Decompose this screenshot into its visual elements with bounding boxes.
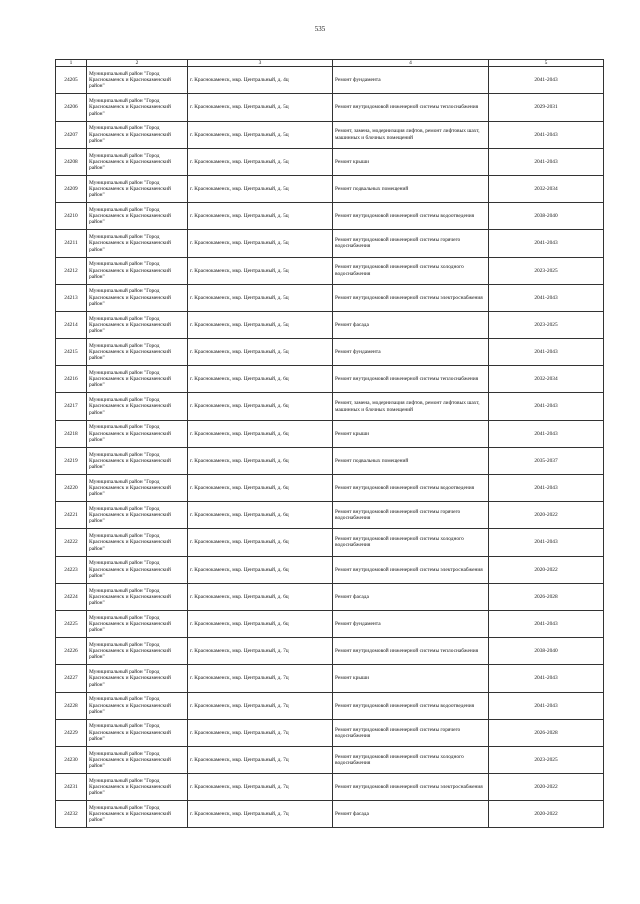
period-cell: 2032-2034 [489,366,604,393]
period-cell: 2026-2028 [489,583,604,610]
row-number-cell: 24223 [56,556,87,583]
header-cell-4: 4 [333,60,489,67]
address-cell: г. Краснокаменск, мкр. Центральный, д. 5ц [188,148,333,175]
work-type-cell: Ремонт внутридомовой инженерной системы холодного водоснабжения [333,529,489,556]
address-cell: г. Краснокаменск, мкр. Центральный, д. 5ц [188,175,333,202]
work-type-cell: Ремонт подвальных помещений [333,175,489,202]
work-type-cell: Ремонт внутридомовой инженерной системы теплоснабжения [333,366,489,393]
period-cell: 2038-2040 [489,638,604,665]
row-number-cell: 24216 [56,366,87,393]
row-number-cell: 24218 [56,420,87,447]
row-number-cell: 24217 [56,393,87,420]
municipality-cell: Муниципальный район "Город Краснокаменск и Краснокаменский район" [87,257,188,284]
work-type-cell: Ремонт, замена, модернизация лифтов, ремонт лифтовых шахт, машинных и блочных помещений [333,393,489,420]
period-cell: 2041-2043 [489,610,604,637]
table-row [56,257,604,284]
work-type-cell: Ремонт внутридомовой инженерной системы электроснабжения [333,284,489,311]
address-cell: г. Краснокаменск, мкр. Центральный, д. 5ц [188,121,333,148]
row-number-cell: 24230 [56,746,87,773]
period-cell: 2023-2025 [489,311,604,338]
address-cell: г. Краснокаменск, мкр. Центральный, д. 6ц [188,475,333,502]
period-cell: 2023-2025 [489,257,604,284]
period-cell: 2032-2034 [489,175,604,202]
row-number-cell: 24222 [56,529,87,556]
header-cell-2: 2 [87,60,188,67]
work-type-cell: Ремонт внутридомовой инженерной системы теплоснабжения [333,638,489,665]
table-row [56,692,604,719]
table-row [56,121,604,148]
address-cell: г. Краснокаменск, мкр. Центральный, д. 5ц [188,203,333,230]
period-cell: 2041-2043 [489,393,604,420]
row-number-cell: 24228 [56,692,87,719]
period-cell: 2041-2043 [489,121,604,148]
address-cell: г. Краснокаменск, мкр. Центральный, д. 6ц [188,393,333,420]
table-row [56,638,604,665]
period-cell: 2041-2043 [489,665,604,692]
table-row [56,175,604,202]
table-row [56,774,604,801]
row-number-cell: 24215 [56,339,87,366]
period-cell: 2026-2028 [489,719,604,746]
table-row [56,339,604,366]
work-type-cell: Ремонт внутридомовой инженерной системы горячего водоснабжения [333,230,489,257]
row-number-cell: 24207 [56,121,87,148]
table-row [56,366,604,393]
table-row [56,230,604,257]
table-body [56,67,604,828]
work-type-cell: Ремонт внутридомовой инженерной системы электроснабжения [333,556,489,583]
municipality-cell: Муниципальный район "Город Краснокаменск и Краснокаменский район" [87,746,188,773]
municipality-cell: Муниципальный район "Город Краснокаменск и Краснокаменский район" [87,447,188,474]
address-cell: г. Краснокаменск, мкр. Центральный, д. 5ц [188,230,333,257]
municipality-cell: Муниципальный район "Город Краснокаменск и Краснокаменский район" [87,67,188,94]
repair-schedule-table [55,59,604,828]
period-cell: 2023-2025 [489,746,604,773]
municipality-cell: Муниципальный район "Город Краснокаменск и Краснокаменский район" [87,121,188,148]
row-number-cell: 24220 [56,475,87,502]
municipality-cell: Муниципальный район "Город Краснокаменск и Краснокаменский район" [87,393,188,420]
period-cell: 2020-2022 [489,556,604,583]
row-number-cell: 24213 [56,284,87,311]
address-cell: г. Краснокаменск, мкр. Центральный, д. 7ц [188,746,333,773]
header-cell-1: 1 [56,60,87,67]
address-cell: г. Краснокаменск, мкр. Центральный, д. 5ц [188,94,333,121]
address-cell: г. Краснокаменск, мкр. Центральный, д. 7ц [188,692,333,719]
period-cell: 2041-2043 [489,339,604,366]
municipality-cell: Муниципальный район "Город Краснокаменск и Краснокаменский район" [87,230,188,257]
municipality-cell: Муниципальный район "Город Краснокаменск и Краснокаменский район" [87,502,188,529]
row-number-cell: 24231 [56,774,87,801]
row-number-cell: 24205 [56,67,87,94]
address-cell: г. Краснокаменск, мкр. Центральный, д. 7ц [188,801,333,828]
address-cell: г. Краснокаменск, мкр. Центральный, д. 5ц [188,284,333,311]
address-cell: г. Краснокаменск, мкр. Центральный, д. 6ц [188,420,333,447]
work-type-cell: Ремонт внутридомовой инженерной системы холодного водоснабжения [333,257,489,284]
municipality-cell: Муниципальный район "Город Краснокаменск и Краснокаменский район" [87,719,188,746]
table-row [56,284,604,311]
row-number-cell: 24214 [56,311,87,338]
municipality-cell: Муниципальный район "Город Краснокаменск и Краснокаменский район" [87,583,188,610]
address-cell: г. Краснокаменск, мкр. Центральный, д. 6ц [188,556,333,583]
table-row [56,719,604,746]
table-row [56,67,604,94]
table-row [56,393,604,420]
work-type-cell: Ремонт фасада [333,801,489,828]
table-row [56,665,604,692]
table-header [56,60,604,67]
municipality-cell: Муниципальный район "Город Краснокаменск и Краснокаменский район" [87,774,188,801]
address-cell: г. Краснокаменск, мкр. Центральный, д. 6ц [188,447,333,474]
row-number-cell: 24206 [56,94,87,121]
work-type-cell: Ремонт крыши [333,420,489,447]
work-type-cell: Ремонт внутридомовой инженерной системы теплоснабжения [333,94,489,121]
municipality-cell: Муниципальный район "Город Краснокаменск и Краснокаменский район" [87,366,188,393]
period-cell: 2020-2022 [489,774,604,801]
work-type-cell: Ремонт внутридомовой инженерной системы водоотведения [333,475,489,502]
municipality-cell: Муниципальный район "Город Краснокаменск и Краснокаменский район" [87,94,188,121]
address-cell: г. Краснокаменск, мкр. Центральный, д. 6ц [188,610,333,637]
table-row [56,801,604,828]
row-number-cell: 24229 [56,719,87,746]
address-cell: г. Краснокаменск, мкр. Центральный, д. 5ц [188,311,333,338]
work-type-cell: Ремонт внутридомовой инженерной системы горячего водоснабжения [333,719,489,746]
work-type-cell: Ремонт фундамента [333,339,489,366]
address-cell: г. Краснокаменск, мкр. Центральный, д. 7ц [188,665,333,692]
table-row [56,583,604,610]
header-row [56,60,604,67]
period-cell: 2029-2031 [489,94,604,121]
municipality-cell: Муниципальный район "Город Краснокаменск и Краснокаменский район" [87,665,188,692]
period-cell: 2041-2043 [489,420,604,447]
table-row [56,420,604,447]
municipality-cell: Муниципальный район "Город Краснокаменск и Краснокаменский район" [87,610,188,637]
address-cell: г. Краснокаменск, мкр. Центральный, д. 5ц [188,257,333,284]
municipality-cell: Муниципальный район "Город Краснокаменск и Краснокаменский район" [87,203,188,230]
work-type-cell: Ремонт фундамента [333,610,489,637]
table-row [56,610,604,637]
table-row [56,148,604,175]
row-number-cell: 24209 [56,175,87,202]
table-row [56,475,604,502]
table-row [56,746,604,773]
row-number-cell: 24225 [56,610,87,637]
municipality-cell: Муниципальный район "Город Краснокаменск и Краснокаменский район" [87,638,188,665]
municipality-cell: Муниципальный район "Город Краснокаменск и Краснокаменский район" [87,475,188,502]
work-type-cell: Ремонт крыши [333,148,489,175]
municipality-cell: Муниципальный район "Город Краснокаменск и Краснокаменский район" [87,175,188,202]
row-number-cell: 24208 [56,148,87,175]
table-row [56,447,604,474]
municipality-cell: Муниципальный район "Город Краснокаменск и Краснокаменский район" [87,148,188,175]
work-type-cell: Ремонт фундамента [333,67,489,94]
address-cell: г. Краснокаменск, мкр. Центральный, д. 6ц [188,529,333,556]
row-number-cell: 24219 [56,447,87,474]
table-row [56,94,604,121]
row-number-cell: 24224 [56,583,87,610]
row-number-cell: 24221 [56,502,87,529]
period-cell: 2035-2037 [489,447,604,474]
table-row [56,556,604,583]
municipality-cell: Муниципальный район "Город Краснокаменск и Краснокаменский район" [87,284,188,311]
address-cell: г. Краснокаменск, мкр. Центральный, д. 6ц [188,366,333,393]
work-type-cell: Ремонт, замена, модернизация лифтов, ремонт лифтовых шахт, машинных и блочных помещений [333,121,489,148]
table-row [56,529,604,556]
work-type-cell: Ремонт фасада [333,311,489,338]
address-cell: г. Краснокаменск, мкр. Центральный, д. 4ц [188,67,333,94]
period-cell: 2020-2022 [489,502,604,529]
table-row [56,311,604,338]
period-cell: 2041-2043 [489,692,604,719]
period-cell: 2020-2022 [489,801,604,828]
table-row [56,203,604,230]
address-cell: г. Краснокаменск, мкр. Центральный, д. 7ц [188,774,333,801]
period-cell: 2038-2040 [489,203,604,230]
work-type-cell: Ремонт подвальных помещений [333,447,489,474]
period-cell: 2041-2043 [489,284,604,311]
row-number-cell: 24210 [56,203,87,230]
municipality-cell: Муниципальный район "Город Краснокаменск и Краснокаменский район" [87,420,188,447]
period-cell: 2041-2043 [489,230,604,257]
header-cell-3: 3 [188,60,333,67]
work-type-cell: Ремонт внутридомовой инженерной системы холодного водоснабжения [333,746,489,773]
work-type-cell: Ремонт внутридомовой инженерной системы водоотведения [333,203,489,230]
address-cell: г. Краснокаменск, мкр. Центральный, д. 7ц [188,719,333,746]
work-type-cell: Ремонт внутридомовой инженерной системы водоотведения [333,692,489,719]
period-cell: 2041-2043 [489,529,604,556]
page-number: 535 [314,25,326,33]
row-number-cell: 24232 [56,801,87,828]
row-number-cell: 24227 [56,665,87,692]
header-cell-5: 5 [489,60,604,67]
row-number-cell: 24226 [56,638,87,665]
period-cell: 2041-2043 [489,475,604,502]
work-type-cell: Ремонт фасада [333,583,489,610]
address-cell: г. Краснокаменск, мкр. Центральный, д. 6ц [188,502,333,529]
municipality-cell: Муниципальный район "Город Краснокаменск и Краснокаменский район" [87,692,188,719]
row-number-cell: 24212 [56,257,87,284]
work-type-cell: Ремонт внутридомовой инженерной системы электроснабжения [333,774,489,801]
municipality-cell: Муниципальный район "Город Краснокаменск и Краснокаменский район" [87,529,188,556]
table-row [56,502,604,529]
municipality-cell: Муниципальный район "Город Краснокаменск и Краснокаменский район" [87,339,188,366]
work-type-cell: Ремонт крыши [333,665,489,692]
row-number-cell: 24211 [56,230,87,257]
municipality-cell: Муниципальный район "Город Краснокаменск и Краснокаменский район" [87,556,188,583]
address-cell: г. Краснокаменск, мкр. Центральный, д. 5ц [188,339,333,366]
address-cell: г. Краснокаменск, мкр. Центральный, д. 6ц [188,583,333,610]
work-type-cell: Ремонт внутридомовой инженерной системы горячего водоснабжения [333,502,489,529]
period-cell: 2041-2043 [489,67,604,94]
address-cell: г. Краснокаменск, мкр. Центральный, д. 7ц [188,638,333,665]
municipality-cell: Муниципальный район "Город Краснокаменск и Краснокаменский район" [87,311,188,338]
period-cell: 2041-2043 [489,148,604,175]
municipality-cell: Муниципальный район "Город Краснокаменск и Краснокаменский район" [87,801,188,828]
